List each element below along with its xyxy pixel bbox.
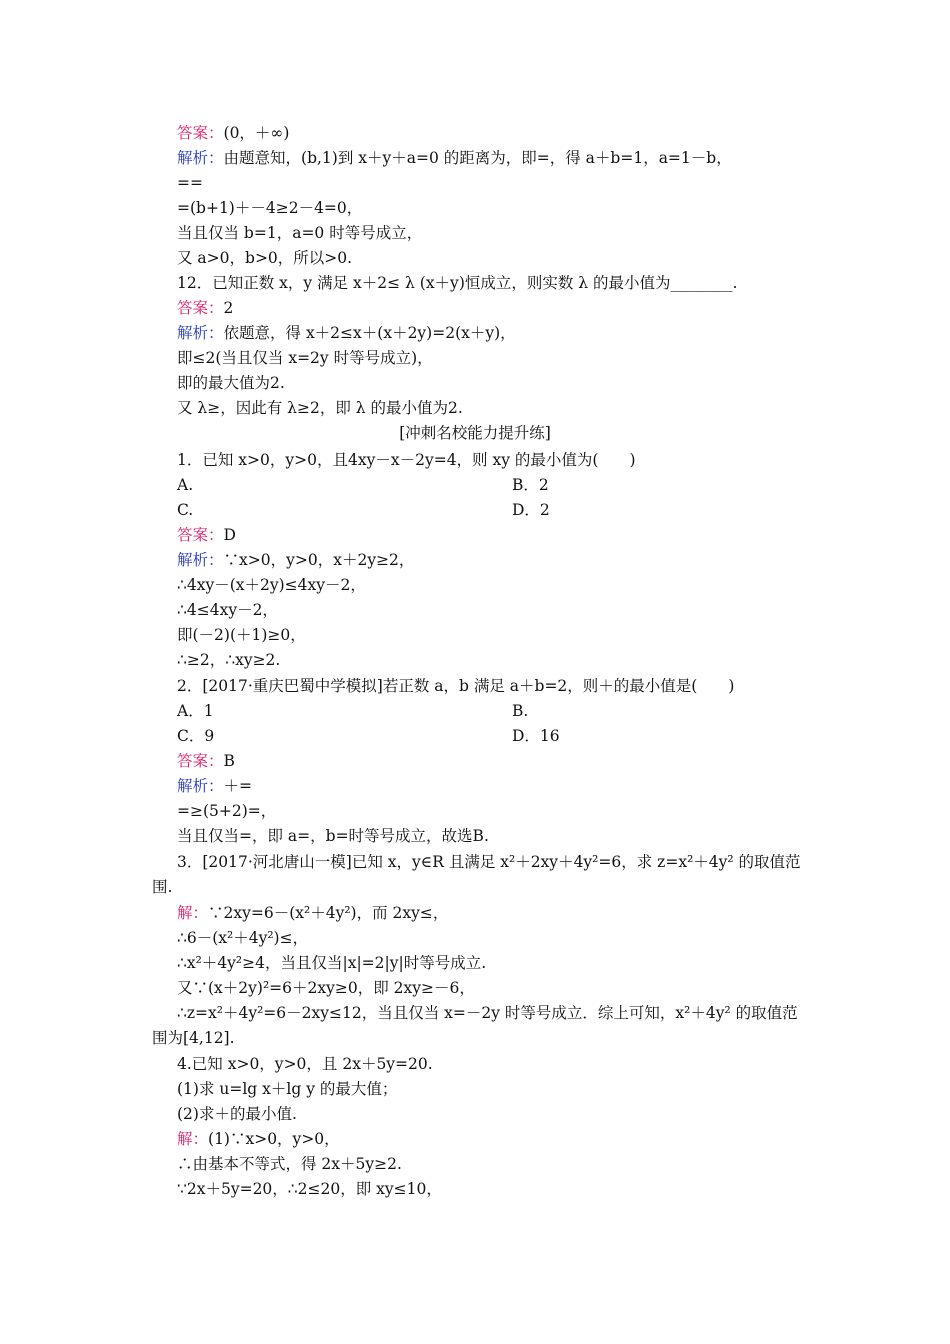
analysis-label: 解析： (177, 149, 224, 167)
text-line: 当且仅当 b=1，a=0 时等号成立， (177, 224, 423, 242)
solution-text: ∵2xy=6－(x²＋4y²)，而 2xy≤， (208, 904, 449, 922)
text-line: 即的最大值为2. (177, 374, 285, 392)
text-line: ∴由基本不等式，得 2x＋5y≥2. (177, 1155, 402, 1173)
solution-label: 解： (177, 904, 209, 922)
answer-text: D (223, 526, 236, 544)
answer-label: 答案： (177, 299, 224, 317)
option-b: B. (512, 702, 529, 720)
text-line: 即(－2)(＋1)≥0， (177, 626, 306, 644)
question-line: 4.已知 x>0，y>0，且 2x＋5y=20. (177, 1055, 433, 1073)
option-b: B．2 (512, 476, 549, 494)
text-line: 即≤2(当且仅当 x=2y 时等号成立)， (177, 349, 433, 367)
text-line: (1)求 u=lg x＋lg y 的最大值； (177, 1080, 398, 1098)
solution-text: (1)∵x>0，y>0， (208, 1130, 340, 1148)
option-a: A. (177, 476, 194, 494)
analysis-line (177, 148, 732, 168)
answer-line (177, 298, 233, 318)
question-line: 2．[2017·重庆巴蜀中学模拟]若正数 a，b 满足 a＋b=2，则＋的最小值是( ) (177, 677, 735, 695)
text-line: 围为[4,12]. (152, 1029, 235, 1047)
text-line: == (177, 174, 203, 192)
answer-line (177, 525, 236, 545)
text-line: ∴≥2，∴xy≥2. (177, 651, 281, 669)
option-d: D．16 (512, 727, 560, 745)
text-line: 当且仅当=，即 a=，b=时等号成立，故选B. (177, 827, 489, 845)
text-line: ∵2x＋5y=20，∴2≤20，即 xy≤10， (177, 1180, 442, 1198)
text-line: =(b+1)＋－4≥2－4=0， (177, 199, 363, 217)
answer-label: 答案： (177, 752, 224, 770)
question-line: 3．[2017·河北唐山一模]已知 x，y∈R 且满足 x²＋2xy＋4y²=6，求 z=x²＋4y² 的取值范 (177, 853, 801, 871)
solution-label: 解： (177, 1130, 209, 1148)
text-line: (2)求＋的最小值. (177, 1105, 297, 1123)
analysis-line (177, 323, 516, 343)
answer-label: 答案： (177, 124, 224, 142)
text-line: 又 a>0，b>0，所以>0. (177, 249, 353, 267)
text-line: ∴4≤4xy－2， (177, 601, 278, 619)
text-line: 围. (152, 878, 173, 896)
answer-text: B (223, 752, 235, 770)
answer-line (177, 123, 289, 143)
section-title: [冲刺名校能力提升练] (399, 424, 551, 442)
analysis-label: 解析： (177, 324, 224, 342)
analysis-line (177, 550, 414, 570)
analysis-text: 依题意，得 x＋2≤x＋(x＋2y)=2(x＋y)， (223, 324, 516, 342)
text-line: ∴x²＋4y²≥4，当且仅当|x|=2|y|时等号成立. (177, 954, 487, 972)
text-line: ∴6－(x²＋4y²)≤， (177, 929, 309, 947)
question-line: 1．已知 x>0，y>0，且4xy－x－2y=4，则 xy 的最小值为( ) (177, 451, 636, 469)
answer-text: 2 (223, 299, 234, 317)
answer-label: 答案： (177, 526, 224, 544)
option-c: C．9 (177, 727, 215, 745)
analysis-text: ＋= (223, 777, 253, 795)
analysis-label: 解析： (177, 551, 224, 569)
analysis-text: ∵x>0，y>0，x＋2y≥2， (223, 551, 415, 569)
answer-line (177, 751, 235, 771)
solution-line (177, 903, 448, 923)
answer-text: (0，＋∞) (223, 124, 290, 142)
solution-line (177, 1129, 340, 1149)
text-line: =≥(5+2)=， (177, 802, 277, 820)
text-line: ∴4xy－(x＋2y)≤4xy－2， (177, 576, 366, 594)
text-line: ∴z=x²＋4y²=6－2xy≤12，当且仅当 x=－2y 时等号成立．综上可知，x²＋4y² 的取值范 (177, 1004, 798, 1022)
text-line: 又∵(x＋2y)²=6＋2xy≥0，即 2xy≥－6， (177, 979, 475, 997)
analysis-line (177, 776, 252, 796)
option-d: D．2 (512, 501, 550, 519)
analysis-label: 解析： (177, 777, 224, 795)
text-line: 又 λ≥，因此有 λ≥2，即 λ 的最小值为2. (177, 399, 463, 417)
analysis-text: 由题意知，(b,1)到 x＋y＋a=0 的距离为，即=，得 a＋b=1，a=1－b， (223, 149, 732, 167)
option-a: A．1 (177, 702, 214, 720)
option-c: C. (177, 501, 194, 519)
question-line: 12．已知正数 x，y 满足 x＋2≤ λ (x＋y)恒成立，则实数 λ 的最小值为________. (177, 274, 738, 292)
